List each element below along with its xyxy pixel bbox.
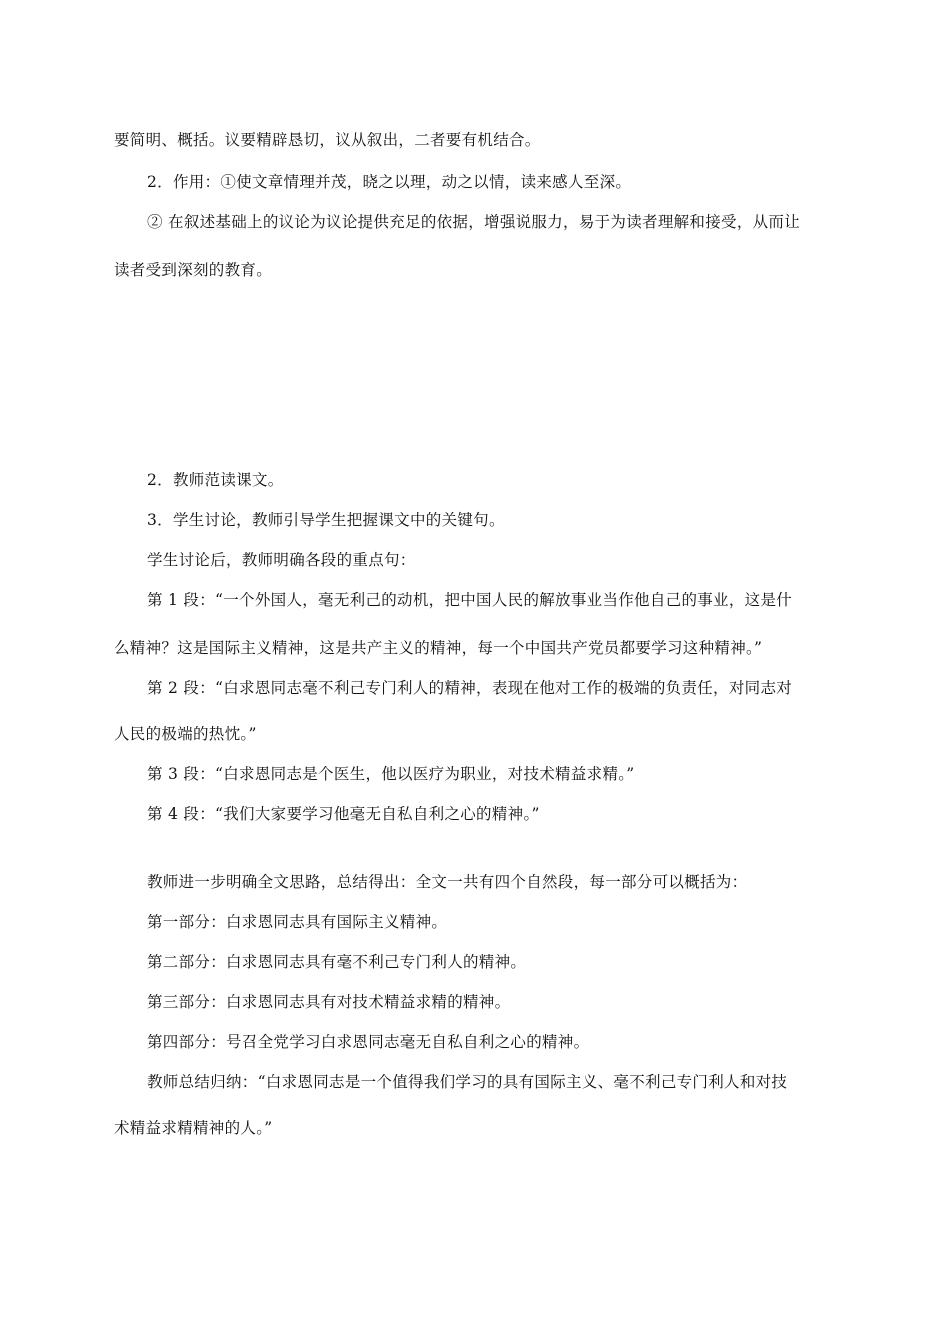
text-line: 第二部分：白求恩同志具有毫不利己专门利人的精神。 [147,953,527,971]
text-line: 2．教师范读课文。 [147,471,284,489]
text-line: ② 在叙述基础上的议论为议论提供充足的依据，增强说服力，易于为读者理解和接受，从而让 [147,213,801,231]
text-line: 第 4 段：“我们大家要学习他毫无自私自利之心的精神。” [147,805,540,823]
text-line: 第一部分：白求恩同志具有国际主义精神。 [147,913,448,931]
text-line: 第四部分：号召全党学习白求恩同志毫无自私自利之心的精神。 [147,1033,590,1051]
text-line: 学生讨论后，教师明确各段的重点句： [147,551,416,569]
text-line: 读者受到深刻的教育。 [114,261,273,279]
text-line: 3．学生讨论，教师引导学生把握课文中的关键句。 [147,511,505,529]
text-line: 么精神？这是国际主义精神，这是共产主义的精神，每一个中国共产党员都要学习这种精神。” [114,639,763,657]
text-line: 第三部分：白求恩同志具有对技术精益求精的精神。 [147,993,511,1011]
text-line: 2．作用：①使文章情理并茂，晓之以理，动之以情，读来感人至深。 [147,173,632,191]
text-line: 第 1 段：“一个外国人，毫无利己的动机，把中国人民的解放事业当作他自己的事业，这是什 [147,591,793,609]
text-line: 教师总结归纳：“白求恩同志是一个值得我们学习的具有国际主义、毫不利己专门利人和对技 [147,1073,788,1091]
text-line: 人民的极端的热忱。” [114,725,257,743]
text-line: 第 2 段：“白求恩同志毫不利己专门利人的精神，表现在他对工作的极端的负责任，对同志对 [147,679,793,697]
text-line: 教师进一步明确全文思路，总结得出：全文一共有四个自然段，每一部分可以概括为： [147,873,748,891]
text-line: 术精益求精精神的人。” [114,1119,273,1137]
text-line: 要简明、概括。议要精辟恳切，议从叙出，二者要有机结合。 [114,131,541,149]
text-line: 第 3 段：“白求恩同志是个医生，他以医疗为职业，对技术精益求精。” [147,765,635,783]
